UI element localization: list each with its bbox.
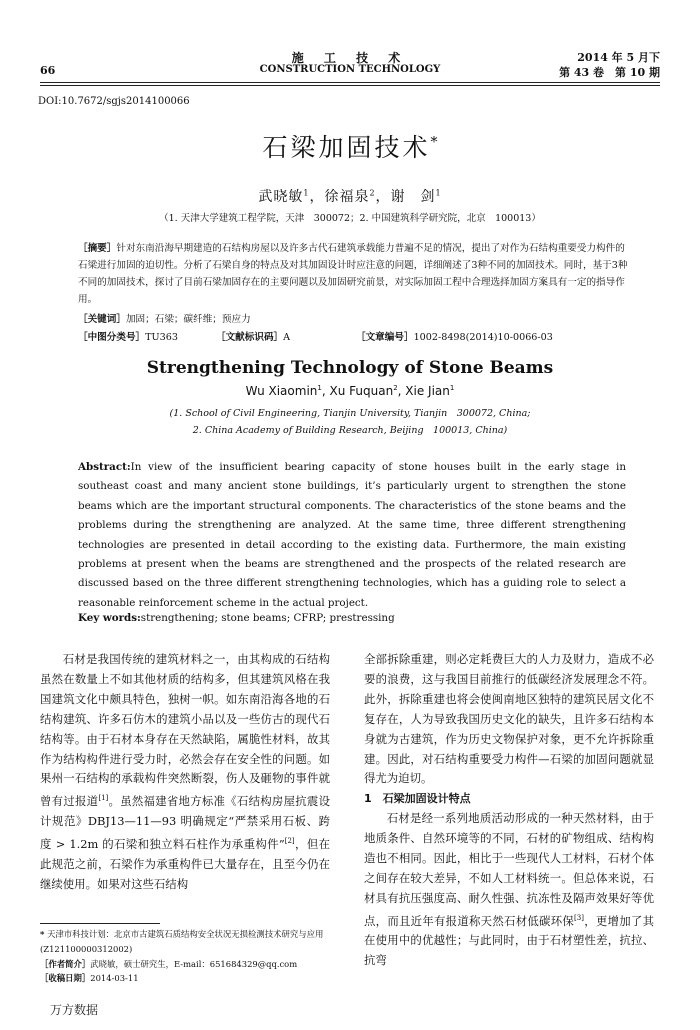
abstract-en-label: Abstract: xyxy=(78,461,131,473)
body-text: 石材是我国传统的建筑材料之一，由其构成的石结构虽然在数量上不如其他材质的结构多，但其建筑风格在我国建筑文化中颇具特色，独树一帜。如东南沿海各地的石结构建筑、许多石仿木的建筑小品以及一些仿古的现代石结构等。由于石材本身存在天然缺陷，属脆性材料，故其作为结构构件进行受力时，必然会存在安全性的问题。如果州一石结构的承载构件突然断裂，伤人及砸物的事件就曾有过报道 xyxy=(40,652,330,809)
footnote xyxy=(40,927,340,986)
keywords-cn-text: 加固；石梁；碳纤维；预应力 xyxy=(125,314,251,325)
database-watermark: 万方数据 xyxy=(50,1003,99,1017)
body-column-right xyxy=(364,650,654,971)
body-text: 。虽然福建省地方标准《石结构房屋抗震设计规范》DBJ13—11—93 明确规定“严禁采用石板、跨度 > 1.2m 的石梁和独立料石柱作为承重构件” xyxy=(40,794,330,851)
author-note xyxy=(40,957,340,972)
fund-note xyxy=(40,927,340,957)
author-affil: 2 xyxy=(369,188,376,198)
running-header xyxy=(40,46,660,80)
abstract-en xyxy=(78,458,626,613)
page-number: 66 xyxy=(40,64,56,77)
author-name-en: Xie Jian xyxy=(405,384,450,398)
title-cn-text: 石梁加固技术 xyxy=(262,133,431,162)
header-rule-thin xyxy=(40,85,660,86)
affiliation-en-2: 2. China Academy of Building Research, Beijing 100013, China) xyxy=(192,425,508,436)
article-no-value: 1002-8498(2014)10-0066-03 xyxy=(413,332,553,343)
authors-en: Wu Xiaomin$^1$, Xu Fuquan$^2$, Xie Jian$^1$ xyxy=(245,384,455,398)
affiliation-cn: （1. 天津大学建筑工程学院，天津 300072；2. 中国建筑科学研究院，北京 100013） xyxy=(159,213,541,224)
citation-ref: [2] xyxy=(284,836,295,845)
doi: DOI:10.7672/sgjs2014100066 xyxy=(38,96,190,107)
received-value: 2014-03-11 xyxy=(90,973,139,984)
body-text: 石材是经一系列地质活动形成的一种天然材料，由于地质条件、自然环境等的不同，石材的矿物组成、结构构造也不相同。因此，相比于一些现代人工材料，石材个体之间存在较大差异，不如人工材料统一。但总体来说，石材具有抗压强度高、耐久性强、抗冻性及隔声效果好等优点，而且近年有报道称天然石材低碳环保 xyxy=(364,811,654,928)
abstract-cn-text: 针对东南沿海早期建造的石结构房屋以及许多古代石建筑承载能力普遍不足的情况，提出了对作为石结构重要受力构件的石梁进行加固的迫切性。分析了石梁自身的特点及对其加固设计时应注意的问题，详细阐述了3种不同的加固技术。同时，基于3种不同的加固技术，探讨了目前石梁加固存在的主要问题以及加固研究前景，对实际加固工程中合理选择加固方案具有一定的指导作用。 xyxy=(78,243,628,305)
author-note-text: 武晓敏，硕士研究生，E-mail：651684329@qq.com xyxy=(90,958,298,969)
author-name: 徐福泉 xyxy=(324,189,370,205)
author-affil: 1 xyxy=(303,188,310,198)
keywords-en xyxy=(78,612,626,624)
author-affil: 1 xyxy=(435,188,442,198)
citation-ref: [3] xyxy=(574,913,584,922)
body-paragraph xyxy=(364,809,654,971)
body-paragraph: 全部拆除重建，则必定耗费巨大的人力及财力，造成不必要的浪费，这与我国目前推行的低碳经济发展理念不符。此外，拆除重建也将会使闽南地区独特的建筑民居文化不复存在，人为导致我国历史文化的缺失，且许多石结构本身就为古建筑，作为历史文物保护对象，更不允许拆除重建。因此，对石结构重要受力构件—石梁的加固问题就显得尤为迫切。 xyxy=(364,652,654,786)
fund-text: 天津市科技计划：北京市古建筑石质结构安全状况无损检测技术研究与应用(Z121100000312002) xyxy=(40,929,324,954)
author-affil-en: 1 xyxy=(317,384,322,392)
body-column-left xyxy=(40,650,330,894)
title-cn xyxy=(0,128,700,164)
section-heading: 1 石梁加固设计特点 xyxy=(364,792,471,806)
title-en: Strengthening Technology of Stone Beams xyxy=(146,358,554,378)
received-date xyxy=(40,971,340,986)
keywords-cn xyxy=(78,311,628,328)
author-name: 谢 剑 xyxy=(390,189,436,205)
body-text: ，更增加了其在使用中的优越性；与此同时，由于石材塑性差，抗拉、抗弯 xyxy=(364,913,654,968)
body-paragraph xyxy=(40,650,330,894)
abstract-en-text: In view of the insufficient bearing capacity of stone houses built in the early stage in southeast coast and many ancient stone buildings, it’s particularly urgent to strengthen the stone beams which are the important structural components. The characteristics of the stone beams and the problems during the strengthening are analyzed. At the same time, three different strengthening technologies are presented in detail according to the existing data. Furthermore, the main existing problems at present when the beams are strengthened and the prospects of the related research are discussed based on the three different strengthening technologies, which has a guiding role to select a reasonable reinforcement scheme in the actual project. xyxy=(78,461,626,609)
keywords-en-text: strengthening; stone beams; CFRP; prestressing xyxy=(140,612,395,624)
author-name-en: Wu Xiaomin xyxy=(245,384,318,398)
journal-title-cn: 施 工 技 术 xyxy=(291,51,409,65)
doc-code-value: A xyxy=(283,332,291,343)
title-fund-mark: * xyxy=(430,134,438,151)
author-name: 武晓敏 xyxy=(258,189,304,205)
author-affil-en: 1 xyxy=(449,384,455,392)
author-name-en: Xu Fuquan xyxy=(329,384,394,398)
issue-date: 2014 年 5 月下 xyxy=(577,51,660,64)
article-no-label: ［文章编号］ xyxy=(356,332,414,343)
keywords-cn-label: ［关键词］ xyxy=(78,314,126,325)
footnote-rule xyxy=(40,923,160,924)
author-note-label: ［作者简介］ xyxy=(40,958,91,969)
abstract-cn-label: ［摘要］ xyxy=(78,243,117,254)
volume-issue: 第 43 卷 第 10 期 xyxy=(559,66,660,79)
fund-mark: * xyxy=(40,929,45,939)
keywords-en-label: Key words: xyxy=(78,612,141,624)
authors-cn: 武晓敏$^1$，徐福泉$^2$，谢 剑$^1$ xyxy=(258,188,442,205)
classification-line xyxy=(78,329,628,346)
journal-title-en: CONSTRUCTION TECHNOLOGY xyxy=(259,64,441,75)
doc-code-label: ［文献标识码］ xyxy=(216,332,284,343)
citation-ref: [1] xyxy=(98,794,109,803)
clc-value: TU363 xyxy=(145,332,178,343)
header-rule xyxy=(40,82,660,83)
affiliation-en-1: (1. School of Civil Engineering, Tianjin University, Tianjin 300072, China; xyxy=(169,408,531,419)
author-affil-en: 2 xyxy=(393,384,398,392)
abstract-cn xyxy=(78,240,628,308)
body-text: ，但在此规范之前，石梁作为承重构件已大量存在，且至今仍在继续使用。如果对这些石结构 xyxy=(40,836,330,891)
received-label: ［收稿日期］ xyxy=(40,973,91,984)
clc-label: ［中图分类号］ xyxy=(78,332,146,343)
